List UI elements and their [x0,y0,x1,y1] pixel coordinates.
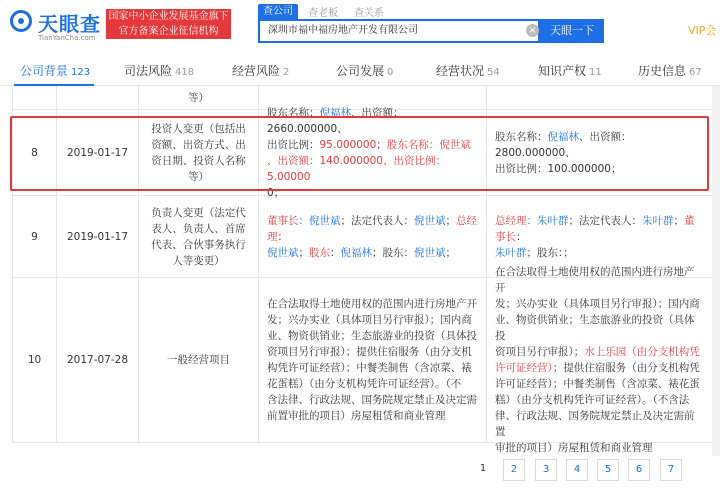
person-link[interactable]: 倪福林 [547,130,579,143]
tab-count: 2 [283,67,290,78]
tab-count: 0 [387,67,394,78]
tab-company-background[interactable] [20,62,90,79]
row-number: 8 [31,146,38,159]
cell-item [139,196,259,277]
text-line: 业、物资供销业；生态旅游业的投资（具体投 [267,330,477,342]
tab-count: 418 [175,67,195,78]
text: 股东名称： [495,130,548,143]
text-line: 发；兴办实业（具体项目另行审报）；国内商 [267,314,472,326]
tab-count: 54 [487,67,500,78]
clear-icon[interactable]: × [526,24,539,37]
banner-line2: 官方备案企业征信机构 [118,26,219,37]
person-link[interactable]: 倪世斌 [267,246,299,259]
page-5[interactable]: 5 [597,459,619,481]
text: 、出资额：2800.000000、 [495,130,632,159]
cell-after [487,266,713,454]
change-date: 2019-01-17 [66,146,129,159]
person-link[interactable]: 倪福林 [319,106,351,119]
person-link[interactable]: ：朱叶群 [526,214,569,227]
changed-value: 水上乐园（由分支机构凭 [584,346,700,358]
text-line: 前置审批的项目）房屋租赁和商业管理 [267,410,446,422]
change-item: 等） [188,91,209,104]
before-content [267,213,478,261]
tab-operating-risk[interactable] [232,62,289,79]
person-link[interactable]: 倪世斌 [414,246,446,259]
tab-label: 司法风险 [124,64,173,78]
change-date: 2019-01-17 [66,230,129,243]
cell-before [259,196,487,277]
text: 出资比例： [267,138,320,151]
tab-count: 67 [689,67,702,78]
tab-operating-status[interactable] [436,62,500,79]
text-line: 在合法取得土地使用权的范围内进行房地产开 [495,266,695,294]
banner-line1: 国家中小企业发展基金旗下 [108,11,229,22]
changed-value: 许可证经营） [495,362,553,374]
highlight-box [10,116,709,191]
cell-before [259,278,487,442]
page-7[interactable]: 7 [660,459,682,481]
table-row [12,266,712,454]
tab-count: 11 [589,67,602,78]
text-line: 构凭许可证经营）；中餐类制售（含凉菜、裱 [267,362,472,374]
cell-item [139,86,259,109]
tab-label: 经营状况 [436,64,485,78]
header [0,0,720,50]
after-content [495,264,704,456]
text: ； [445,246,456,259]
text: ； [445,214,456,227]
text: 、出资额：2660.000000、 [267,106,404,135]
logo-subtitle: TianYanCha.com [38,34,96,42]
person-link[interactable]: 朱叶群 [495,246,527,259]
text-line: 审批的项目）房屋租赁和商业管理 [495,442,653,454]
tab-count: 123 [71,67,91,78]
text: 资项目另行审报）； [495,346,585,358]
tab-history[interactable] [638,62,702,79]
row-number: 10 [27,354,42,366]
person-link[interactable]: 倪世斌 [414,214,446,227]
change-item: 负责人变更（法定代表人、负责人、首席代表、合伙事务执行人等变更） [151,206,246,267]
text: ： [330,246,341,259]
change-item: 投资人变更（包括出资额、出资方式、出资日期、投资人名称等） [151,122,246,183]
text-line: 在合法取得土地使用权的范围内进行房地产开 [267,298,477,310]
text: ： [516,230,527,243]
text: ； [298,246,309,259]
changed-value: 95.000000 [319,138,377,151]
changed-value: 、出资额：140.000000 [267,154,383,167]
cell-no [13,86,57,109]
text: ； [376,138,387,151]
person-link[interactable]: 倪福林 [340,246,372,259]
tab-label: 知识产权 [538,64,587,78]
page-6[interactable]: 6 [628,459,650,481]
before-content [267,296,477,424]
changed-value: 股东 [309,246,330,259]
cell-date [57,86,139,109]
cell-after [487,86,713,109]
changed-value: 董事长 [495,214,695,243]
text-line: 律、行政法规、国务院规定禁止及决定需前置 [495,410,695,438]
cell-date [57,278,139,442]
search-button[interactable]: 天眼一下 [540,19,604,43]
text-line: 花蛋糕）（由分支机构凭许可证经营）。（不 [267,378,462,390]
tab-label: 历史信息 [638,64,687,78]
page-3[interactable]: 3 [535,459,557,481]
text: 股东名称： [267,106,320,119]
search-tab-relation[interactable]: 查关系 [354,8,384,19]
changed-value: 、出资比例：5.00000 [267,154,446,183]
text: ；股东：； [526,246,574,259]
scrollbar[interactable] [712,86,720,456]
tab-company-development[interactable] [336,62,393,79]
tab-judicial-risk[interactable] [124,62,194,79]
text: ；提供住宿服务（由分支机构凭 [552,362,700,374]
cell-item [139,278,259,442]
vip-link[interactable]: VIP会 [688,24,717,37]
change-item: 一般经营项目 [167,354,230,366]
page-2[interactable]: 2 [503,459,525,481]
search-input[interactable]: 深圳市福中福房地产开发有限公司 [258,19,540,43]
search-tab-company[interactable]: 查公司 [258,4,298,19]
changed-value: 董事长 [267,214,299,227]
text: ： [277,230,288,243]
text-line: 糕）（由分支机构凭许可证经营）。（不含法 [495,394,690,406]
change-date: 2017-07-28 [66,354,129,366]
section-tabs [0,56,720,86]
tab-intellectual-property[interactable] [538,62,602,79]
cell-no [13,196,57,277]
text: ；法定代表人： [340,214,414,227]
after-content [495,213,704,261]
page-1[interactable]: 1 [479,463,487,474]
promo-banner[interactable] [106,9,231,39]
logo-text: 天眼查 [38,12,101,36]
person-link[interactable]: 朱叶群 [642,214,674,227]
tab-label: 公司背景 [20,64,69,78]
text: 出资比例：100.000000； [495,162,622,175]
logo[interactable] [10,8,110,44]
page-4[interactable]: 4 [566,459,588,481]
cell-no [13,278,57,442]
changed-value: 总经理 [495,214,527,227]
text: ；股东： [372,246,414,259]
text-line: 许可证经营）；中餐类制售（含凉菜、裱花蛋 [495,378,700,390]
text-line: 发；兴办实业（具体项目另行审报）；国内商 [495,298,700,310]
text-line: 资项目另行审报）；提供住宿服务（由分支机 [267,346,472,358]
person-link[interactable]: ：倪世斌 [298,214,341,227]
tab-label: 公司发展 [336,64,385,78]
text-line: 含法律、行政法规、国务院规定禁止及决定需 [267,394,477,406]
text: ； [673,214,684,227]
tab-label: 经营风险 [232,64,281,78]
text-line: 业、物资供销业；生态旅游业的投资（具体投 [495,314,695,342]
cell-date [57,196,139,277]
eye-logo-icon [10,10,32,32]
search-tab-boss[interactable]: 查老板 [308,8,338,19]
row-number: 9 [31,230,38,243]
text: ；法定代表人： [568,214,642,227]
changed-value: 总经理 [267,214,477,243]
changed-value: 股东名称：倪世斌 [386,138,471,151]
text: 0； [267,186,285,199]
